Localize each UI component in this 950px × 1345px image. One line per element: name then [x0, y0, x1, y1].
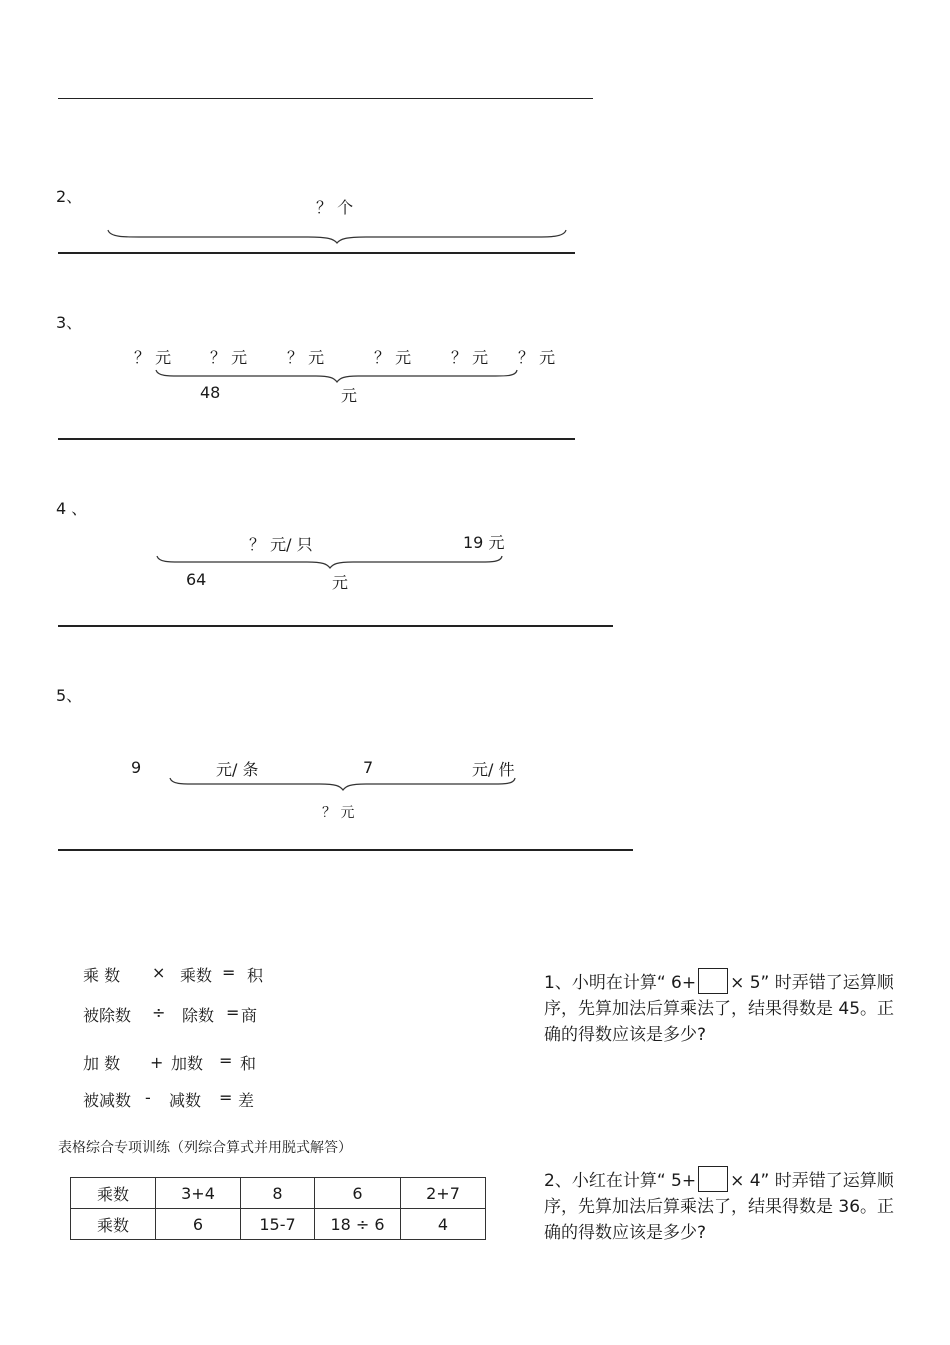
- table-cell: 乘数: [71, 1178, 156, 1209]
- problem-5-unit-tiao: 元/ 条: [216, 760, 259, 779]
- table-cell: 6: [315, 1178, 401, 1209]
- problem-3-brace: [156, 370, 518, 384]
- answer-line-1: [58, 98, 593, 99]
- formula-1-operator: ×: [152, 963, 166, 982]
- question-2-prefix: 2、小红在计算“ 5+: [544, 1171, 697, 1191]
- problem-2-brace: [108, 230, 568, 244]
- problem-5-price-7: 7: [363, 758, 374, 777]
- answer-line-2: [58, 252, 575, 254]
- formula-2-term-b: 除数: [182, 1006, 215, 1025]
- problem-3-number: 3、: [56, 313, 83, 332]
- answer-box[interactable]: [698, 968, 728, 994]
- problem-2-top-label: ？ 个: [316, 198, 354, 217]
- answer-line-3: [58, 438, 575, 440]
- question-1-prefix: 1、小明在计算“ 6+: [544, 973, 697, 993]
- formula-4-equals: =: [219, 1088, 233, 1107]
- problem-3-label-1: ？ 元: [134, 348, 172, 367]
- problem-4-brace: [157, 556, 503, 570]
- problem-3-label-4: ？ 元: [374, 348, 412, 367]
- table-cell: 3+4: [156, 1178, 241, 1209]
- table-row: [71, 1209, 486, 1240]
- problem-5-brace: [170, 778, 516, 792]
- formula-2-operator: ÷: [152, 1003, 166, 1022]
- problem-2-number: 2、: [56, 187, 83, 206]
- table-row: [71, 1178, 486, 1209]
- formula-3-operator: +: [150, 1053, 164, 1072]
- problem-3-bottom-number: 48: [200, 383, 221, 402]
- problem-3-label-6: ？ 元: [518, 348, 556, 367]
- table-cell: 2+7: [401, 1178, 486, 1209]
- question-2-body: × 4” 时弄错了运算顺序，先算加法后算乘法了，结果得数是 36。正确的得数应该是多少?: [544, 1171, 895, 1243]
- multiplier-table: [70, 1177, 486, 1240]
- formula-4-result: 差: [238, 1091, 255, 1110]
- table-cell: 4: [401, 1209, 486, 1240]
- question-1-body: × 5” 时弄错了运算顺序，先算加法后算乘法了，结果得数是 45。正确的得数应该是多少?: [544, 973, 895, 1045]
- problem-5-number: 5、: [56, 686, 83, 705]
- table-cell: 8: [241, 1178, 315, 1209]
- formula-2-equals: =: [226, 1003, 240, 1022]
- formula-3-equals: =: [219, 1051, 233, 1070]
- table-cell: 6: [156, 1209, 241, 1240]
- table-cell: 15-7: [241, 1209, 315, 1240]
- table-cell: 18 ÷ 6: [315, 1209, 401, 1240]
- formula-4-term-b: 减数: [169, 1091, 202, 1110]
- table-cell: 乘数: [71, 1209, 156, 1240]
- answer-line-5: [58, 849, 633, 851]
- problem-4-bottom-unit: 元: [332, 573, 349, 592]
- problem-3-label-3: ？ 元: [287, 348, 325, 367]
- formula-1-equals: =: [222, 963, 236, 982]
- formula-2-term-a: 被除数: [83, 1006, 132, 1025]
- formula-3-term-a: 加 数: [83, 1054, 121, 1073]
- problem-3-label-2: ？ 元: [210, 348, 248, 367]
- problem-5-price-9: 9: [131, 758, 142, 777]
- problem-4-top-left: ？ 元/ 只: [249, 535, 313, 554]
- problem-4-number: 4 、: [56, 499, 88, 518]
- formula-4-term-a: 被减数: [83, 1091, 132, 1110]
- formula-2-result: 商: [241, 1006, 258, 1025]
- formula-3-result: 和: [240, 1054, 257, 1073]
- formula-1-result: 积: [247, 966, 264, 985]
- problem-3-bottom-unit: 元: [341, 386, 358, 405]
- problem-5-bottom-label: ？ 元: [322, 805, 355, 821]
- problem-4-bottom-number: 64: [186, 570, 207, 589]
- question-2: [544, 1166, 904, 1246]
- formula-1-term-b: 乘数: [180, 966, 213, 985]
- problem-3-label-5: ？ 元: [451, 348, 489, 367]
- table-section-title: 表格综合专项训练（列综合算式并用脱式解答）: [58, 1140, 352, 1156]
- formula-3-term-b: 加数: [171, 1054, 204, 1073]
- answer-line-4: [58, 625, 613, 627]
- problem-4-top-right: 19 元: [463, 533, 505, 552]
- formula-4-operator: -: [145, 1088, 151, 1107]
- formula-1-term-a: 乘 数: [83, 966, 121, 985]
- question-1: [544, 968, 904, 1048]
- answer-box[interactable]: [698, 1166, 728, 1192]
- problem-5-unit-jian: 元/ 件: [472, 760, 515, 779]
